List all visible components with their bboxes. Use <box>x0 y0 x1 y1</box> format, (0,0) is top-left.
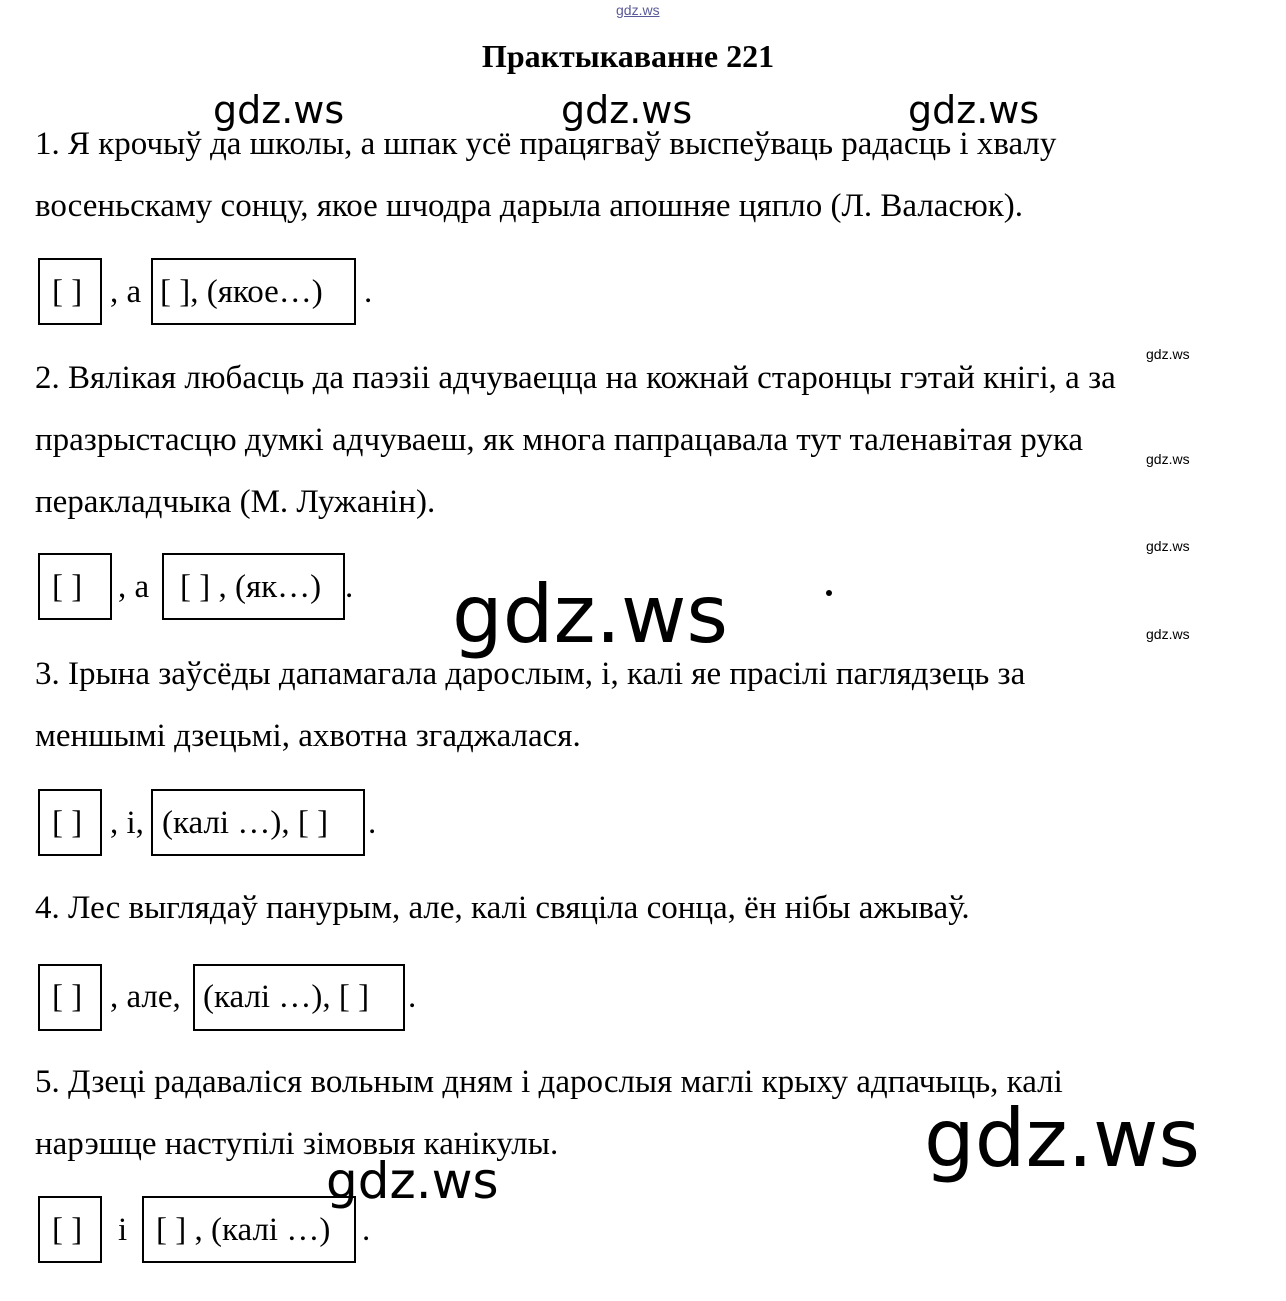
scheme-box-text: (калі …), [ ] <box>162 805 329 841</box>
watermark: gdz.ws <box>561 88 693 132</box>
watermark: gdz.ws <box>213 88 345 132</box>
exercise-5-line-1: 5. Дзеці радаваліся вольным дням і дарослыя маглі крыху адпачыць, калі <box>35 1064 1063 1100</box>
watermark: gdz.ws <box>1146 626 1190 642</box>
watermark: gdz.ws <box>1146 538 1190 554</box>
scheme-box-text: [ ], (якое…) <box>160 274 323 310</box>
scheme-end: . <box>364 274 373 310</box>
exercise-1-line-2: восеньскаму сонцу, якое шчодра дарыла апошняе цяпло (Л. Валасюк). <box>35 188 1024 224</box>
scheme-conjunction: , а <box>118 569 150 605</box>
watermark: gdz.ws <box>326 1152 499 1210</box>
scheme-box-text: [ ] <box>52 274 83 310</box>
page-title: Практыкаванне 221 <box>481 38 775 74</box>
scheme-box-text: [ ] , (як…) <box>180 569 322 605</box>
scheme-end: . <box>408 979 417 1015</box>
scheme-conjunction: , а <box>110 274 142 310</box>
scheme-box-text: (калі …), [ ] <box>203 979 370 1015</box>
scheme-box-text: [ ] , (калі …) <box>156 1212 331 1248</box>
exercise-3-line-2: меншымі дзецьмі, ахвотна згаджалася. <box>35 718 581 754</box>
scheme-box-text: [ ] <box>52 805 83 841</box>
exercise-2-line-3: перакладчыка (М. Лужанін). <box>35 484 436 520</box>
scheme-box-text: [ ] <box>52 1212 83 1248</box>
watermark: gdz.ws <box>908 88 1040 132</box>
scheme-conjunction: , але, <box>110 979 181 1015</box>
scheme-end: . <box>368 805 377 841</box>
scheme-box-text: [ ] <box>52 979 83 1015</box>
exercise-2-line-2: празрыстасцю думкі адчуваеш, як многа папрацавала тут таленавітая рука <box>35 422 1084 458</box>
exercise-1-line-1: 1. Я крочыў да школы, а шпак усё працягваў выспеўваць радасць і хвалу <box>35 126 1057 162</box>
exercise-4-line-1: 4. Лес выглядаў панурым, але, калі свяціла сонца, ён нібы ажываў. <box>35 890 970 926</box>
scheme-box-text: [ ] <box>52 569 83 605</box>
scheme-end: . <box>362 1212 371 1248</box>
watermark: gdz.ws <box>1146 346 1190 362</box>
scheme-conjunction: і <box>118 1212 128 1248</box>
exercise-3-line-1: 3. Ірына заўсёды дапамагала дарослым, і, калі яе прасілі паглядзець за <box>35 656 1026 692</box>
watermark-large: gdz.ws <box>452 568 729 661</box>
scheme-conjunction: , і, <box>110 805 144 841</box>
exercise-5-line-2: нарэшце наступілі зімовыя канікулы. <box>35 1126 559 1162</box>
exercise-2-line-1: 2. Вялікая любасць да паэзіі адчуваецца на кожнай старонцы гэтай кнігі, а за <box>35 360 1116 396</box>
watermark-top: gdz.ws <box>616 2 660 18</box>
watermark: gdz.ws <box>1146 451 1190 467</box>
speck <box>826 590 832 596</box>
scheme-end: . <box>345 569 354 605</box>
watermark-large: gdz.ws <box>924 1092 1201 1185</box>
